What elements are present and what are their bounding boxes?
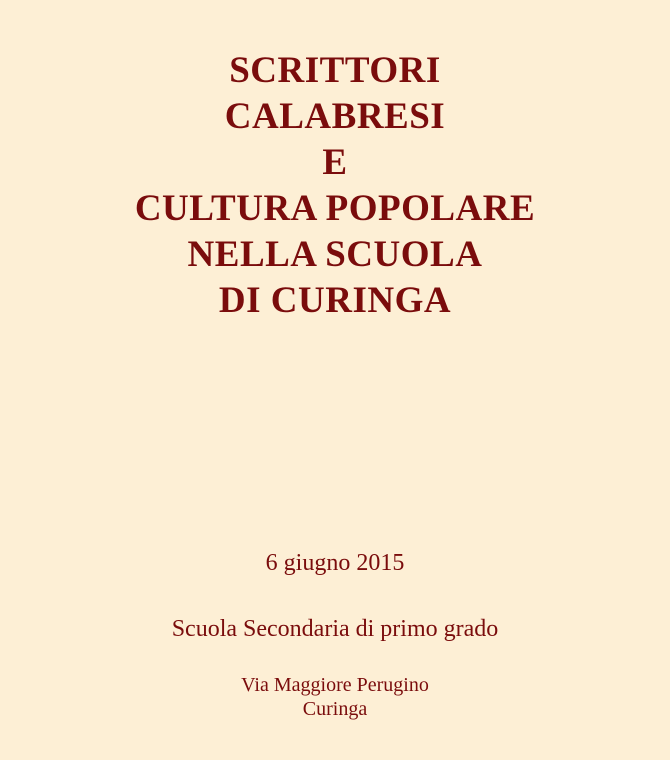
title-line-4: CULTURA POPOLARE [134,188,536,229]
title-line-1: SCRITTORI [229,50,441,91]
title-line-6: DI CURINGA [218,280,452,321]
title-line-5: NELLA SCUOLA [187,234,483,275]
address-town: Curinga [302,698,368,720]
title-line-3: E [322,142,348,183]
school-name: Scuola Secondaria di primo grado [171,616,499,642]
address-street: Via Maggiore Perugino [241,674,429,696]
address [0,673,670,721]
title-line-2: CALABRESI [224,96,446,137]
event-date: 6 giugno 2015 [265,550,405,576]
document-title [0,48,670,324]
